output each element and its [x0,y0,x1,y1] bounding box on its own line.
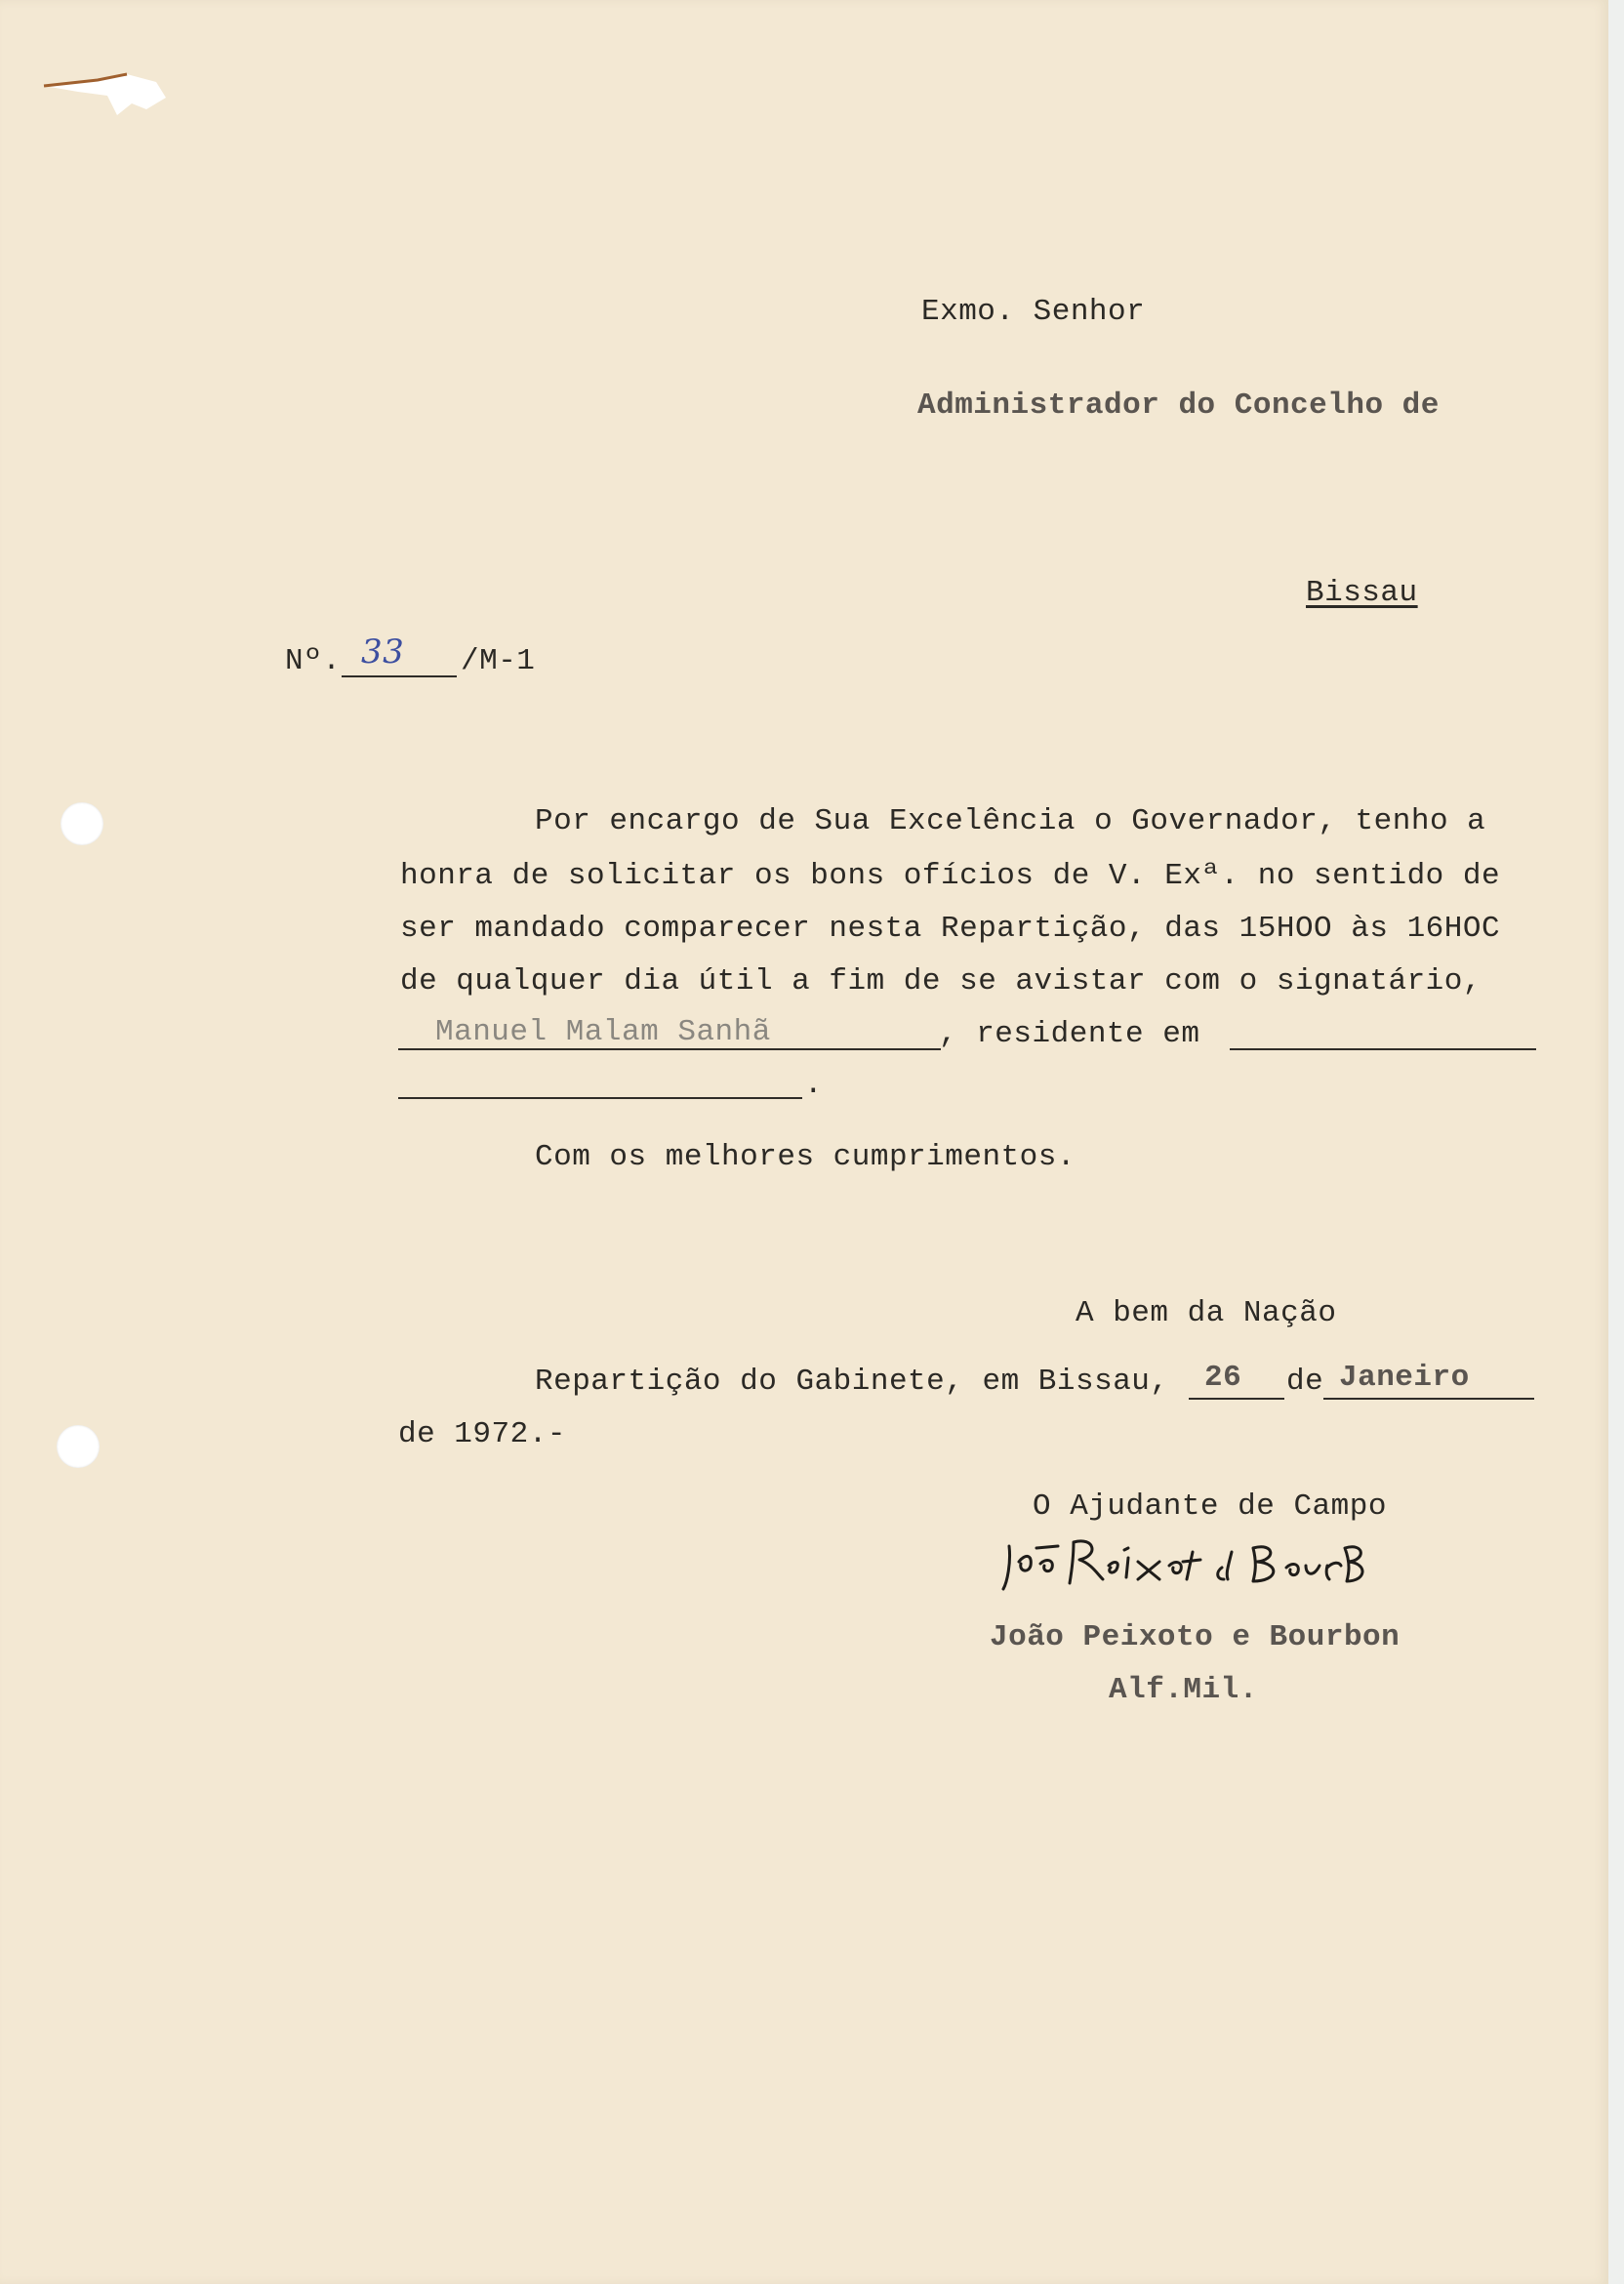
city-underlined: Bissau [1306,576,1418,610]
body-line-3: ser mandado comparecer nesta Repartição, das 15HOO às 16HOC [400,912,1501,946]
date-year: de 1972.- [398,1417,566,1451]
date-day: 26 [1204,1361,1242,1395]
punch-hole-top [61,802,103,845]
residence-line-2 [398,1097,802,1099]
month-line [1323,1398,1534,1400]
person-name-typed: Manuel Malam Sanhã [435,1015,771,1049]
day-line [1189,1398,1284,1400]
reference-prefix: Nº. [285,644,342,678]
closing-greeting: Com os melhores cumprimentos. [535,1140,1076,1174]
residence-period: . [804,1068,824,1102]
residence-label: , residente em [939,1017,1200,1051]
addressee-stamp: Administrador do Concelho de [917,388,1440,423]
date-month: Janeiro [1339,1361,1470,1395]
signer-rank-stamp: Alf.Mil. [1109,1673,1258,1707]
date-de-label: de [1286,1365,1324,1399]
reference-number-line [342,675,457,677]
punch-hole-bottom [57,1425,100,1468]
reference-suffix: /M-1 [461,644,536,678]
residence-line-1 [1230,1048,1536,1050]
place-date-text: Repartição do Gabinete, em Bissau, [535,1365,1169,1399]
motto: A bem da Nação [1076,1296,1337,1330]
salutation: Exmo. Senhor [921,295,1146,329]
signer-name-stamp: João Peixoto e Bourbon [990,1620,1401,1654]
torn-corner-mark [39,68,176,119]
body-line-2: honra de solicitar os bons ofícios de V. Exª. no sentido de [400,859,1501,893]
body-line-4: de qualquer dia útil a fim de se avistar com o signatário, [400,964,1482,999]
page-edge [1608,0,1624,2284]
handwritten-signature [1001,1529,1378,1597]
body-line-1: Por encargo de Sua Excelência o Governador, tenho a [535,804,1486,838]
reference-number-handwritten: 33 [361,632,405,672]
signer-title: O Ajudante de Campo [1033,1489,1387,1524]
